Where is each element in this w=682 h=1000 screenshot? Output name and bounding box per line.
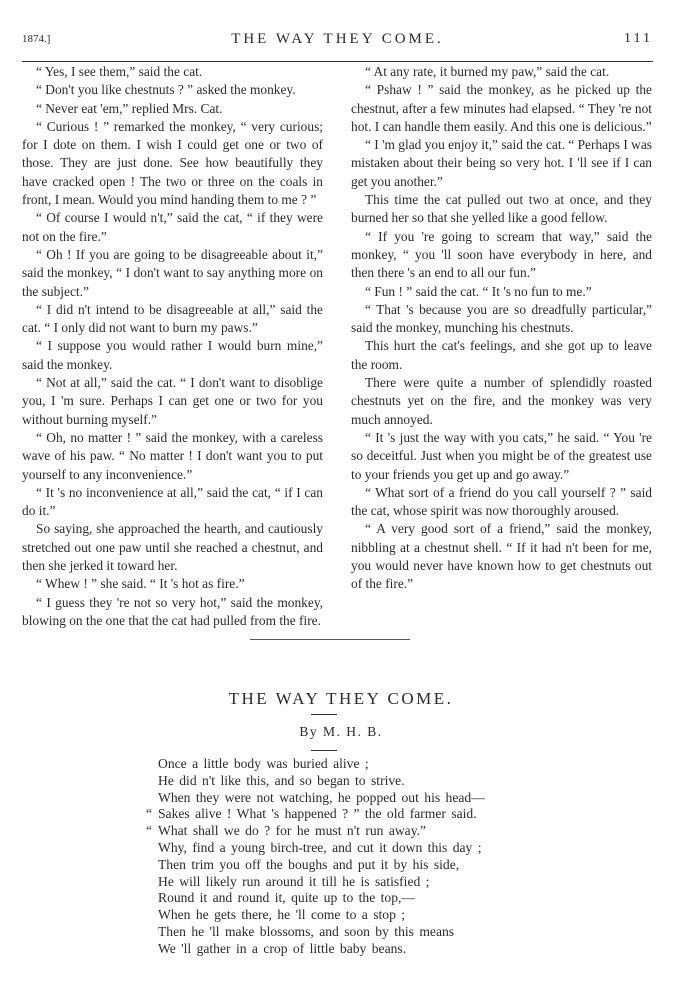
poem-line [146,806,485,823]
poem-byline: By M. H. B. [299,724,383,739]
paragraph: “ Curious ! ” remarked the monkey, “ very curious; for I dote on them. I wish I could get one or two of those. They are just done. See how beautifully they have cracked open ! The two or three on the coals in front, I mean. Would you mind handing them to me ? ” [22,118,323,208]
poem-line-text: He will likely run around it till he is satisfied ; [158,873,430,889]
poem-line-text: We 'll gather in a crop of little baby beans. [158,940,407,956]
poem-line-text: What shall we do ? for he must n't run away.” [158,823,427,839]
paragraph: “ Never eat 'em,” replied Mrs. Cat. [36,100,223,116]
hanging-quote: “ [146,806,153,822]
paragraph: “ Whew ! ” she said. “ It 's hot as fire.” [36,576,245,592]
header-year: 1874.] [22,33,51,45]
header-rule [22,61,653,62]
poem-line [158,890,485,907]
poem-line [158,790,485,807]
byline-rule [311,750,337,751]
paragraph: This time the cat pulled out two at once, and they burned her so that she yelled like a good fellow. [351,192,652,226]
poem-line [158,756,485,773]
poem-line [158,773,485,790]
header-title: THE WAY THEY COME. [231,31,444,47]
poem-title: THE WAY THEY COME. [228,689,454,708]
paragraph: “ Fun ! ” said the cat. “ It 's no fun to me.” [365,283,592,299]
hanging-quote: “ [146,823,153,839]
page-number: 111 [624,31,653,46]
paragraph: “ Oh, no matter ! ” said the monkey, with a careless wave of his paw. “ No matter ! I don't want you to put yourself to any inconvenience.” [22,429,323,482]
paragraph: “ I did n't intend to be disagreeable at all,” said the cat. “ I only did not want to burn my paws.” [22,301,323,336]
poem-line-text: He did n't like this, and so began to strive. [158,772,405,788]
paragraph: “ That 's because you are so dreadfully particular,” said the monkey, munching his chestnuts. [351,301,652,336]
left-column [22,63,323,630]
poem-line-text: Once a little body was buried alive ; [158,756,369,771]
paragraph: “ Oh ! If you are going to be disagreeable about it,” said the monkey, “ I don't want to say anything more on the subject.” [22,246,323,299]
paragraph: “ I guess they 're not so very hot,” said the monkey, blowing on the one that the cat had pulled from the fire. [22,594,323,628]
poem-body [146,756,485,958]
right-column [351,63,652,594]
paragraph: So saying, she approached the hearth, and cautiously stretched out one paw until she reached a chestnut, and then she jerked it toward her. [22,521,323,574]
paragraph: There were quite a number of splendidly roasted chestnuts yet on the fire, and the monkey was very much annoyed. [351,375,652,427]
paragraph: “ Pshaw ! ” said the monkey, as he picked up the chestnut, after a few minutes had elapsed. “ They 're not hot. I can handle them easily. And this one is delicious.” [351,82,652,134]
running-header [22,31,653,51]
paragraph: “ A very good sort of a friend,” said the monkey, nibbling at a chestnut shell. “ If it had n't been for me, you would never have known how to get chestnuts out of the fire.” [351,521,652,592]
paragraph: “ At any rate, it burned my paw,” said the cat. [365,64,610,79]
title-rule [311,714,337,715]
paragraph: “ I 'm glad you enjoy it,” said the cat. “ Perhaps I was mistaken about their being so very hot. I 'll see if I can get you another.” [351,137,652,189]
poem-line-text: When he gets there, he 'll come to a stop ; [158,907,406,923]
poem-line-text: Why, find a young birch-tree, and cut it down this day ; [158,839,482,855]
paragraph: “ Not at all,” said the cat. “ I don't want to disoblige you, I 'm sure. Perhaps I can get one or two for you without burning myself.” [22,375,323,427]
paragraph: “ I suppose you would rather I would burn mine,” said the monkey. [22,338,323,372]
poem-line-text: When they were not watching, he popped out his head— [158,789,485,805]
paragraph: “ Don't you like chestnuts ? ” asked the monkey. [36,82,296,98]
paragraph: This hurt the cat's feelings, and she got up to leave the room. [351,338,652,372]
poem-line [158,874,485,891]
poem-line [158,941,485,958]
paragraph: “ What sort of a friend do you call yourself ? ” said the cat, whose spirit was now thoroughly aroused. [351,484,652,519]
poem-line-text: Then he 'll make blossoms, and soon by this means [158,923,455,939]
poem-line-text: Sakes alive ! What 's happened ? ” the old farmer said. [158,806,477,822]
paragraph: “ It 's just the way with you cats,” he said. “ You 're so deceitful. Just when you might be of the greatest use to your friends you get up and go away.” [351,429,652,482]
poem-line-text: Round it and round it, quite up to the top,— [158,890,416,906]
poem-line-text: Then trim you off the boughs and put it by his side, [158,856,460,872]
paragraph: “ It 's no inconvenience at all,” said the cat, “ if I can do it.” [22,484,323,519]
poem-line [146,823,485,840]
poem-line [158,857,485,874]
paragraph: “ If you 're going to scream that way,” said the monkey, “ you 'll soon have everybody in here, and then there 's an end to all our fun.” [351,228,652,281]
section-divider [250,639,410,640]
paragraph: “ Of course I would n't,” said the cat, “ if they were not on the fire.” [22,210,323,244]
poem-line [158,840,485,857]
poem-line [158,907,485,924]
poem-line [158,924,485,941]
paragraph: “ Yes, I see them,” said the cat. [36,64,203,79]
